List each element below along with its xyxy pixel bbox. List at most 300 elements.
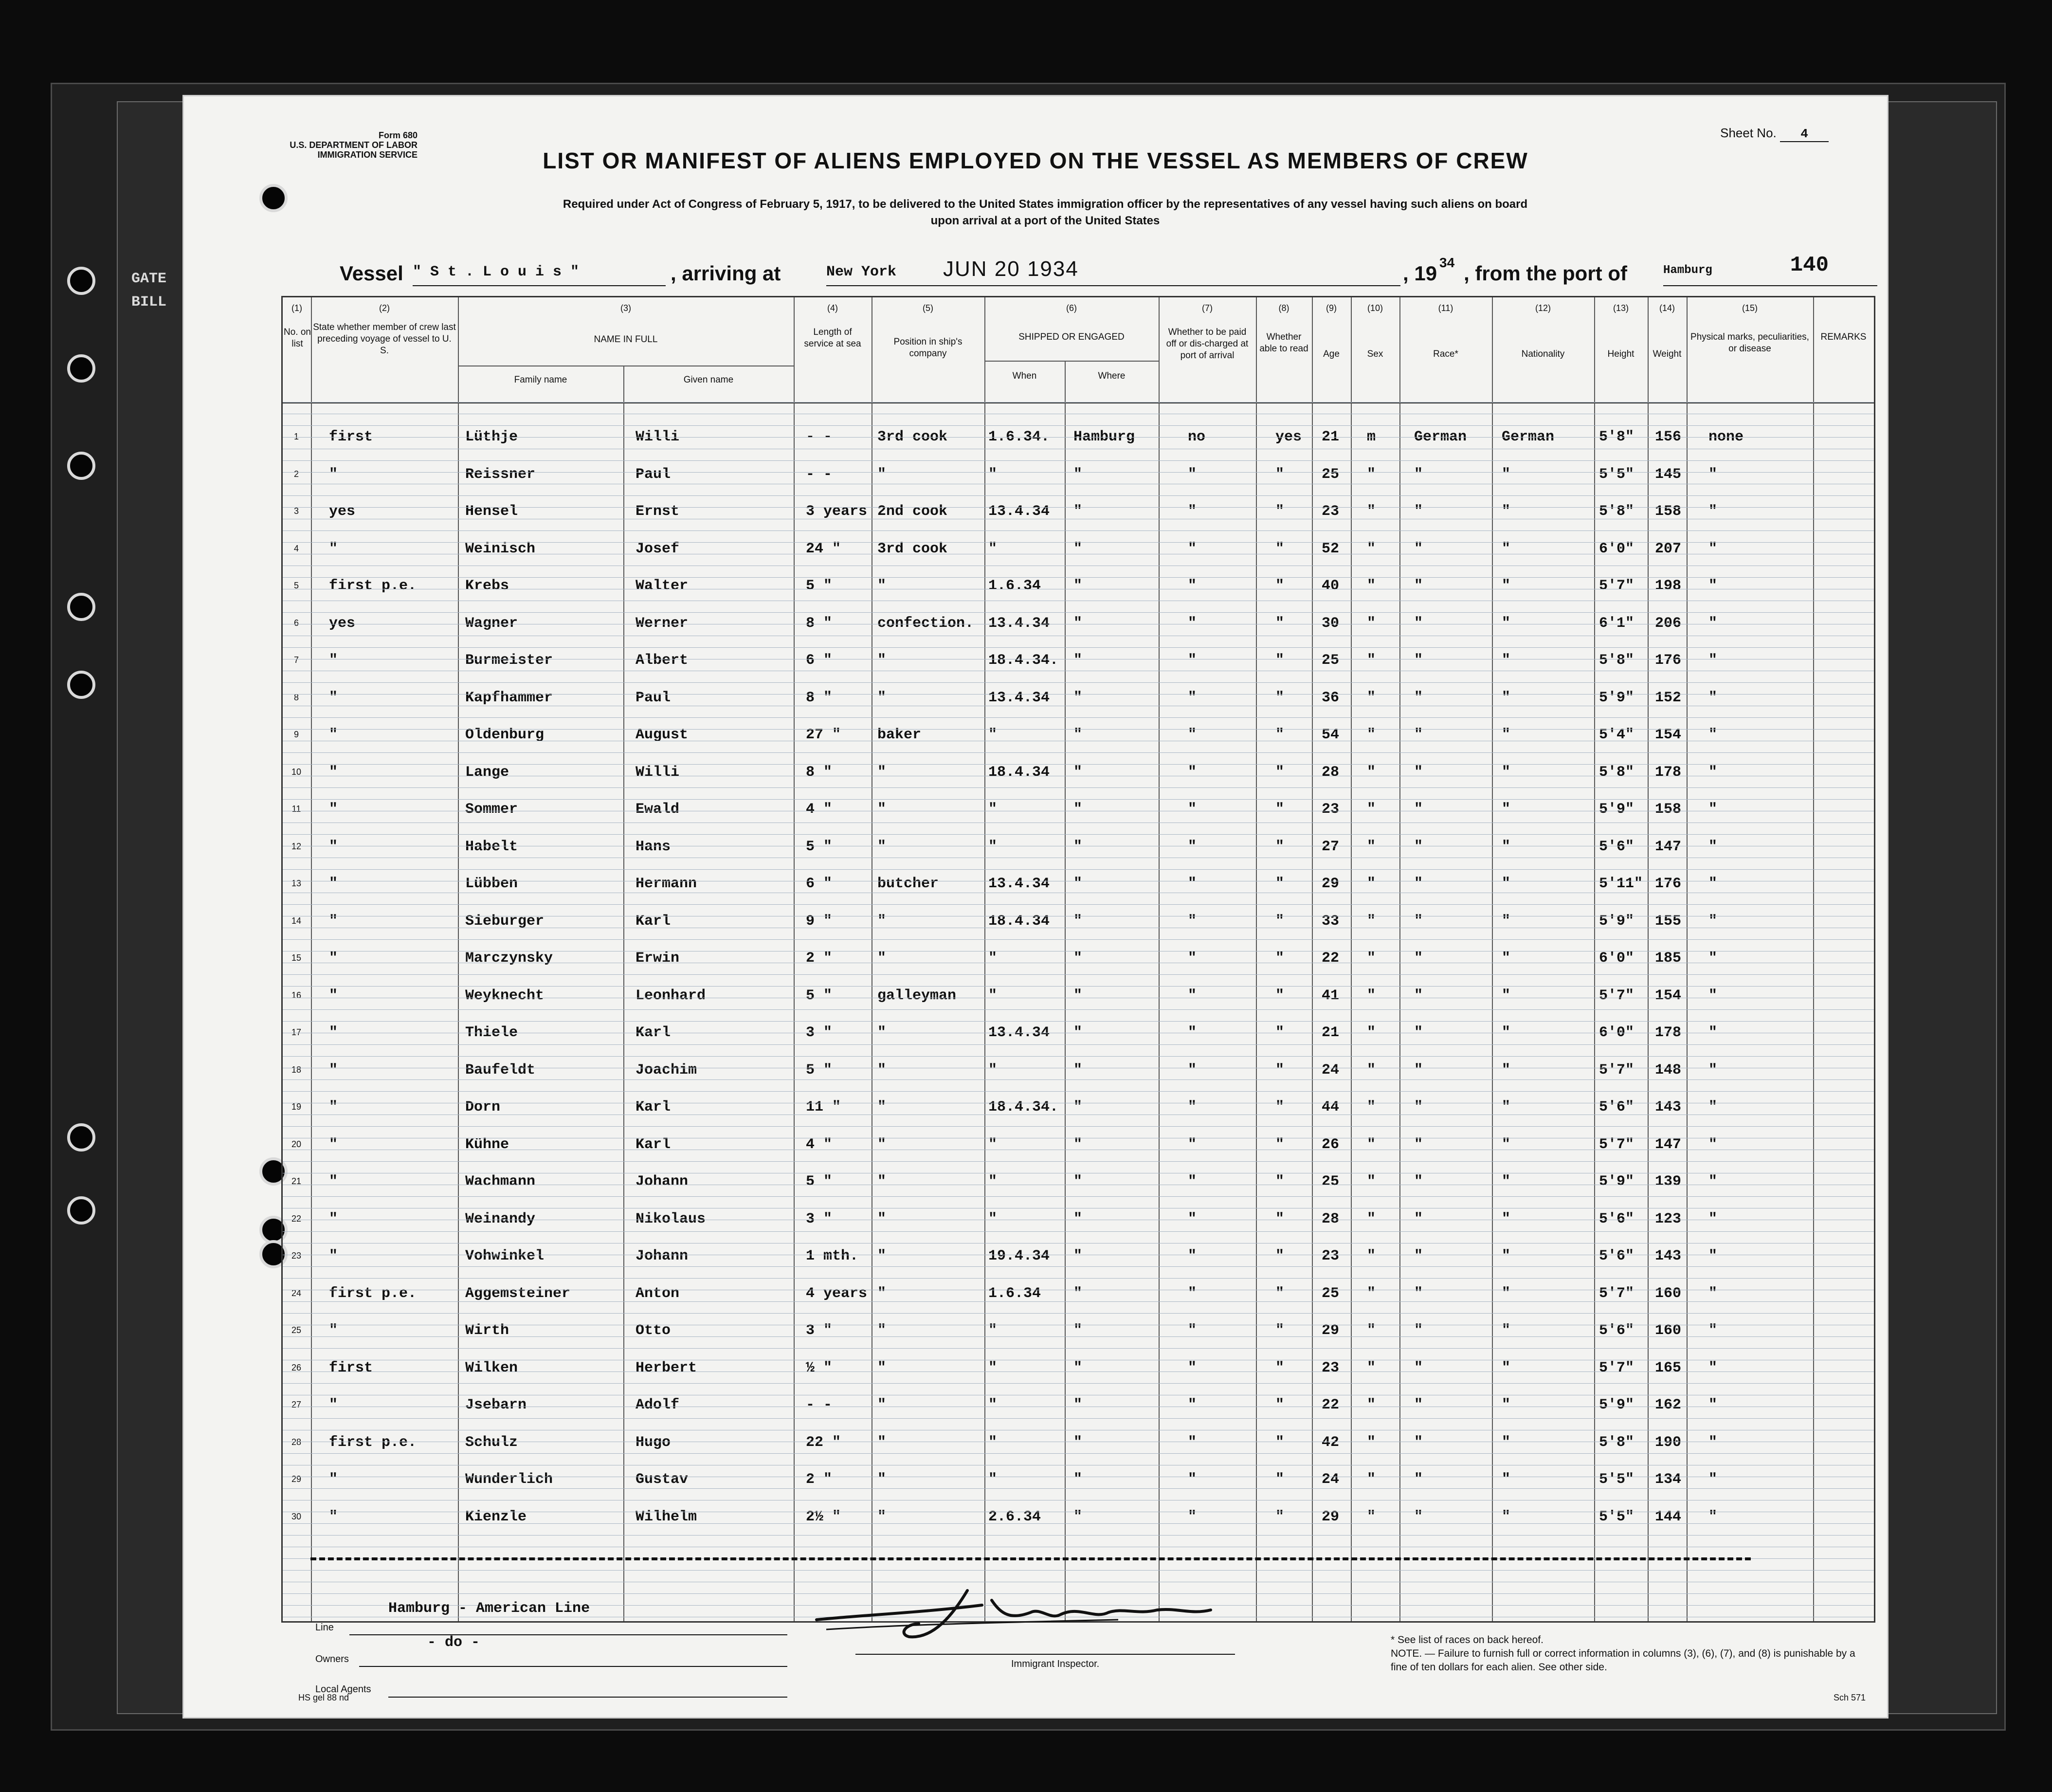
race-cell: " (1414, 987, 1423, 1004)
nationality-cell: " (1502, 913, 1511, 930)
length-of-service-cell: 8 " (806, 764, 833, 781)
length-of-service-cell: 5 " (806, 578, 833, 594)
length-of-service-cell: 2½ " (806, 1509, 841, 1525)
age-cell: 23 (1322, 801, 1340, 818)
weight-cell: 178 (1655, 764, 1682, 781)
given-name-cell: Johann (636, 1248, 689, 1264)
able-to-read-cell: " (1275, 1173, 1285, 1190)
paid-off-cell: " (1188, 1434, 1197, 1451)
row-number: 6 (293, 618, 299, 628)
able-to-read-cell: " (1275, 690, 1285, 706)
column-number: (11) (1438, 303, 1453, 313)
position-cell: " (877, 1360, 887, 1376)
family-name-cell: Vohwinkel (465, 1248, 545, 1264)
sex-cell: " (1367, 1024, 1376, 1041)
shipped-where-cell: " (1073, 1099, 1083, 1115)
ruled-line (283, 1044, 1874, 1045)
shipped-where-cell: " (1073, 913, 1083, 930)
previous-voyage-cell: " (329, 1471, 338, 1488)
weight-cell: 162 (1655, 1397, 1682, 1413)
sex-cell: " (1367, 1471, 1376, 1488)
subtitle-line-2: upon arrival at a port of the United States (930, 214, 1160, 227)
ruled-line (283, 577, 1874, 578)
weight-cell: 176 (1655, 876, 1682, 892)
position-cell: " (877, 1397, 887, 1413)
weight-cell: 154 (1655, 727, 1682, 743)
given-name-cell: Albert (636, 652, 689, 669)
column-divider (1159, 297, 1160, 1621)
physical-marks-cell: " (1708, 950, 1718, 967)
header-age: Age (1323, 349, 1340, 359)
height-cell: 5'7" (1599, 578, 1634, 594)
paid-off-cell: " (1188, 1099, 1197, 1115)
sex-cell: " (1367, 1173, 1376, 1190)
service-name: IMMIGRATION SERVICE (317, 150, 418, 160)
age-cell: 28 (1322, 764, 1340, 781)
form-subtitle (437, 196, 1653, 229)
able-to-read-cell: " (1275, 652, 1285, 669)
physical-marks-cell: " (1708, 1024, 1718, 1041)
row-number: 13 (291, 878, 302, 888)
height-cell: 5'11" (1599, 876, 1643, 892)
nationality-cell: " (1502, 652, 1511, 669)
shipped-where-cell: " (1073, 727, 1083, 743)
row-number: 25 (291, 1325, 302, 1335)
weight-cell: 134 (1655, 1471, 1682, 1488)
height-cell: 5'4" (1599, 727, 1634, 743)
age-cell: 29 (1322, 876, 1340, 892)
weight-cell: 154 (1655, 987, 1682, 1004)
able-to-read-cell: " (1275, 578, 1285, 594)
family-name-cell: Dorn (465, 1099, 501, 1115)
given-name-cell: Ewald (636, 801, 680, 818)
shipped-when-cell: " (988, 1062, 998, 1079)
given-name-cell: Hans (636, 839, 671, 855)
able-to-read-cell: " (1275, 466, 1285, 483)
column-divider (1065, 361, 1066, 1621)
shipped-where-cell: " (1073, 1248, 1083, 1264)
ruled-line (283, 694, 1874, 695)
physical-marks-cell: " (1708, 1360, 1718, 1376)
family-name-cell: Weinisch (465, 541, 536, 557)
height-cell: 5'9" (1599, 801, 1634, 818)
paid-off-cell: " (1188, 615, 1197, 632)
physical-marks-cell: " (1708, 1434, 1718, 1451)
punch-hole (259, 184, 288, 212)
penalty-note: NOTE. — Failure to furnish full or correct information in columns (3), (6), (7), and (8) is punishable by a fine of ten dollars for each alien. See other side. (1391, 1648, 1855, 1673)
sheet-number-field (1720, 126, 1829, 142)
sex-cell: " (1367, 839, 1376, 855)
ruled-line (283, 1570, 1874, 1571)
race-cell: " (1414, 1099, 1423, 1115)
length-of-service-cell: - - (806, 429, 833, 445)
physical-marks-cell: " (1708, 727, 1718, 743)
ruled-line (283, 939, 1874, 940)
able-to-read-cell: " (1275, 1099, 1285, 1115)
able-to-read-cell: " (1275, 1062, 1285, 1079)
length-of-service-cell: 24 " (806, 541, 841, 557)
physical-marks-cell: " (1708, 1471, 1718, 1488)
race-cell: " (1414, 541, 1423, 557)
nationality-cell: " (1502, 466, 1511, 483)
height-cell: 5'9" (1599, 1173, 1634, 1190)
shipped-when-cell: " (988, 1173, 998, 1190)
height-cell: 5'9" (1599, 1397, 1634, 1413)
weight-cell: 139 (1655, 1173, 1682, 1190)
given-name-cell: Paul (636, 690, 671, 706)
ruled-line (283, 530, 1874, 531)
shipped-where-cell: " (1073, 1285, 1083, 1302)
age-cell: 33 (1322, 913, 1340, 930)
height-cell: 5'9" (1599, 913, 1634, 930)
previous-voyage-cell: yes (329, 615, 356, 632)
ruled-line (283, 1523, 1874, 1524)
length-of-service-cell: 3 " (806, 1024, 833, 1041)
physical-marks-cell: " (1708, 466, 1718, 483)
length-of-service-cell: 5 " (806, 987, 833, 1004)
paid-off-cell: " (1188, 913, 1197, 930)
owners-label: Owners (315, 1654, 349, 1664)
ruled-line (283, 1348, 1874, 1349)
header-family-name: Family name (514, 375, 567, 385)
given-name-cell: Willi (636, 764, 680, 781)
physical-marks-cell: " (1708, 1099, 1718, 1115)
shipped-when-cell: 13.4.34 (988, 690, 1050, 706)
sex-cell: " (1367, 541, 1376, 557)
ruled-line (283, 787, 1874, 788)
sex-cell: " (1367, 1136, 1376, 1153)
shipped-when-cell: 13.4.34 (988, 876, 1050, 892)
nationality-cell: " (1502, 1322, 1511, 1339)
shipped-where-cell: " (1073, 652, 1083, 669)
family-name-cell: Weyknecht (465, 987, 545, 1004)
race-cell: " (1414, 1136, 1423, 1153)
family-name-cell: Aggemsteiner (465, 1285, 571, 1302)
length-of-service-cell: 3 " (806, 1211, 833, 1227)
height-cell: 5'6" (1599, 839, 1634, 855)
sex-cell: " (1367, 1434, 1376, 1451)
sex-cell: " (1367, 1509, 1376, 1525)
from-label: , from the port of (1464, 262, 1627, 285)
age-cell: 24 (1322, 1062, 1340, 1079)
sex-cell: " (1367, 652, 1376, 669)
able-to-read-cell: " (1275, 1285, 1285, 1302)
position-cell: butcher (877, 876, 939, 892)
physical-marks-cell: " (1708, 801, 1718, 818)
paid-off-cell: " (1188, 727, 1197, 743)
ruled-line (283, 437, 1874, 438)
column-number: (9) (1326, 303, 1337, 313)
weight-cell: 147 (1655, 839, 1682, 855)
binder-hole (67, 671, 95, 699)
position-cell: " (877, 466, 887, 483)
weight-cell: 143 (1655, 1099, 1682, 1115)
length-of-service-cell: 9 " (806, 913, 833, 930)
position-cell: " (877, 764, 887, 781)
paid-off-cell: " (1188, 801, 1197, 818)
family-name-cell: Kapfhammer (465, 690, 553, 706)
ruled-line (283, 460, 1874, 461)
given-name-cell: Otto (636, 1322, 671, 1339)
physical-marks-cell: " (1708, 1509, 1718, 1525)
family-name-cell: Sieburger (465, 913, 545, 930)
race-note: * See list of races on back hereof. (1391, 1634, 1544, 1646)
sex-cell: " (1367, 578, 1376, 594)
age-cell: 40 (1322, 578, 1340, 594)
row-number: 15 (291, 953, 302, 963)
form-number: Form 680 (378, 130, 418, 140)
shipped-where-cell: " (1073, 541, 1083, 557)
sex-cell: " (1367, 1285, 1376, 1302)
able-to-read-cell: " (1275, 1471, 1285, 1488)
shipped-when-cell: " (988, 839, 998, 855)
row-number: 18 (291, 1065, 302, 1075)
ruled-line (283, 1453, 1874, 1454)
previous-voyage-cell: yes (329, 503, 356, 520)
length-of-service-cell: 4 years (806, 1285, 868, 1302)
previous-voyage-cell: " (329, 950, 338, 967)
weight-cell: 148 (1655, 1062, 1682, 1079)
age-cell: 25 (1322, 652, 1340, 669)
ruled-line (283, 612, 1874, 613)
age-cell: 41 (1322, 987, 1340, 1004)
departure-port: Hamburg (1663, 264, 1877, 286)
row-number: 12 (291, 841, 302, 851)
shipped-when-cell: 19.4.34 (988, 1248, 1050, 1264)
position-cell: " (877, 1136, 887, 1153)
ruled-line (283, 1231, 1874, 1232)
length-of-service-cell: ½ " (806, 1360, 833, 1376)
ruled-line (283, 834, 1874, 835)
height-cell: 6'0" (1599, 541, 1634, 557)
physical-marks-cell: " (1708, 503, 1718, 520)
height-cell: 5'5" (1599, 1471, 1634, 1488)
given-name-cell: Nikolaus (636, 1211, 706, 1227)
owners-value: - do - (427, 1634, 480, 1651)
previous-voyage-cell: " (329, 1509, 338, 1525)
position-cell: " (877, 690, 887, 706)
paid-off-cell: " (1188, 1397, 1197, 1413)
nationality-cell: " (1502, 987, 1511, 1004)
age-cell: 21 (1322, 429, 1340, 445)
nationality-cell: " (1502, 1360, 1511, 1376)
row-number: 10 (291, 767, 302, 777)
given-name-cell: Werner (636, 615, 689, 632)
date-stamp: JUN 20 1934 (943, 257, 1079, 281)
position-cell: " (877, 839, 887, 855)
weight-cell: 144 (1655, 1509, 1682, 1525)
previous-voyage-cell: " (329, 652, 338, 669)
paid-off-cell: " (1188, 1471, 1197, 1488)
paid-off-cell: " (1188, 950, 1197, 967)
vessel-label: Vessel (340, 262, 403, 285)
row-number: 2 (293, 469, 299, 479)
nationality-cell: German (1502, 429, 1555, 445)
sex-cell: " (1367, 503, 1376, 520)
row-number: 22 (291, 1214, 302, 1224)
given-name-cell: Johann (636, 1173, 689, 1190)
shipped-where-cell: " (1073, 1173, 1083, 1190)
shipped-when-cell: " (988, 541, 998, 557)
length-of-service-cell: 5 " (806, 1062, 833, 1079)
able-to-read-cell: " (1275, 727, 1285, 743)
height-cell: 5'6" (1599, 1099, 1634, 1115)
header-race: Race* (1433, 349, 1458, 359)
able-to-read-cell: " (1275, 987, 1285, 1004)
column-divider (311, 297, 312, 1621)
ruled-line (283, 1535, 1874, 1536)
length-of-service-cell: 22 " (806, 1434, 841, 1451)
height-cell: 5'6" (1599, 1322, 1634, 1339)
position-cell: " (877, 1099, 887, 1115)
length-of-service-cell: 3 years (806, 503, 868, 520)
row-number: 24 (291, 1288, 302, 1298)
family-name-cell: Kienzle (465, 1509, 527, 1525)
ruled-line (283, 1091, 1874, 1092)
position-cell: " (877, 1248, 887, 1264)
ruled-line (283, 1488, 1874, 1489)
sex-cell: " (1367, 466, 1376, 483)
previous-voyage-cell: first (329, 429, 373, 445)
shipped-where-cell: " (1073, 1509, 1083, 1525)
weight-cell: 165 (1655, 1360, 1682, 1376)
position-cell: " (877, 1434, 887, 1451)
position-cell: " (877, 652, 887, 669)
row-number: 26 (291, 1363, 302, 1372)
physical-marks-cell: " (1708, 987, 1718, 1004)
physical-marks-cell: " (1708, 913, 1718, 930)
shipped-when-cell: 1.6.34 (988, 1285, 1041, 1302)
previous-voyage-cell: " (329, 987, 338, 1004)
previous-voyage-cell: " (329, 1024, 338, 1041)
length-of-service-cell: 2 " (806, 950, 833, 967)
shipped-when-cell: 2.6.34 (988, 1509, 1041, 1525)
position-cell: " (877, 1322, 887, 1339)
ruled-line (283, 507, 1874, 508)
shipped-where-cell: " (1073, 578, 1083, 594)
given-name-cell: Erwin (636, 950, 680, 967)
able-to-read-cell: " (1275, 839, 1285, 855)
shipped-where-cell: " (1073, 1397, 1083, 1413)
column-divider (1351, 297, 1352, 1621)
given-name-cell: Anton (636, 1285, 680, 1302)
sex-cell: " (1367, 764, 1376, 781)
row-number: 30 (291, 1512, 302, 1521)
column-number: (14) (1659, 303, 1675, 313)
family-name-cell: Lange (465, 764, 509, 781)
owners-rule (359, 1666, 787, 1667)
shipped-when-cell: " (988, 1211, 998, 1227)
column-divider (458, 297, 459, 1621)
previous-voyage-cell: " (329, 764, 338, 781)
age-cell: 44 (1322, 1099, 1340, 1115)
paid-off-cell: " (1188, 1136, 1197, 1153)
physical-marks-cell: " (1708, 1062, 1718, 1079)
row-number: 19 (291, 1102, 302, 1112)
inspector-rule (855, 1654, 1235, 1655)
position-cell: " (877, 1062, 887, 1079)
previous-voyage-cell: " (329, 1248, 338, 1264)
weight-cell: 156 (1655, 429, 1682, 445)
physical-marks-cell: " (1708, 1322, 1718, 1339)
sex-cell: " (1367, 987, 1376, 1004)
physical-marks-cell: " (1708, 615, 1718, 632)
column-divider (1256, 297, 1257, 1621)
sex-cell: " (1367, 615, 1376, 632)
paid-off-cell: " (1188, 1360, 1197, 1376)
position-cell: baker (877, 727, 922, 743)
binder-hole (67, 1123, 95, 1152)
nationality-cell: " (1502, 839, 1511, 855)
paid-off-cell: " (1188, 466, 1197, 483)
family-name-cell: Baufeldt (465, 1062, 536, 1079)
able-to-read-cell: " (1275, 950, 1285, 967)
sex-cell: " (1367, 727, 1376, 743)
length-of-service-cell: 8 " (806, 615, 833, 632)
ruled-line (283, 764, 1874, 765)
length-of-service-cell: 27 " (806, 727, 841, 743)
shipped-when-cell: " (988, 950, 998, 967)
previous-voyage-cell: " (329, 727, 338, 743)
column-number: (13) (1613, 303, 1629, 313)
ruled-line (283, 495, 1874, 496)
previous-voyage-cell: " (329, 1062, 338, 1079)
nationality-cell: " (1502, 1211, 1511, 1227)
given-name-cell: Paul (636, 466, 671, 483)
ruled-line (283, 1336, 1874, 1337)
column-divider (1813, 297, 1814, 1621)
height-cell: 5'7" (1599, 1360, 1634, 1376)
race-cell: " (1414, 764, 1423, 781)
height-cell: 6'0" (1599, 950, 1634, 967)
given-name-cell: Herbert (636, 1360, 697, 1376)
age-cell: 29 (1322, 1322, 1340, 1339)
schedule-code: Sch 571 (1834, 1693, 1866, 1702)
height-cell: 5'6" (1599, 1248, 1634, 1264)
nationality-cell: " (1502, 1285, 1511, 1302)
column-divider (1594, 297, 1595, 1621)
column-divider (1399, 297, 1400, 1621)
given-name-cell: Hermann (636, 876, 697, 892)
height-cell: 5'8" (1599, 764, 1634, 781)
able-to-read-cell: " (1275, 764, 1285, 781)
header-length-of-service: Length of service at sea (804, 327, 861, 349)
header-height: Height (1607, 349, 1634, 359)
column-divider (984, 297, 985, 1621)
nationality-cell: " (1502, 1062, 1511, 1079)
sex-cell: " (1367, 1397, 1376, 1413)
column-divider (1312, 297, 1313, 1621)
age-cell: 22 (1322, 950, 1340, 967)
shipped-when-cell: 13.4.34 (988, 615, 1050, 632)
given-name-cell: Joachim (636, 1062, 697, 1079)
weight-cell: 207 (1655, 541, 1682, 557)
able-to-read-cell: yes (1275, 429, 1302, 445)
length-of-service-cell: 6 " (806, 876, 833, 892)
weight-cell: 155 (1655, 913, 1682, 930)
given-name-cell: Hugo (636, 1434, 671, 1451)
race-cell: " (1414, 1509, 1423, 1525)
row-number: 8 (293, 693, 299, 702)
shipped-where-cell: " (1073, 690, 1083, 706)
weight-cell: 160 (1655, 1285, 1682, 1302)
row-number: 29 (291, 1474, 302, 1484)
header-weight: Weight (1652, 349, 1682, 359)
shipped-when-cell: 1.6.34. (988, 429, 1050, 445)
ruled-line (283, 799, 1874, 800)
previous-voyage-cell: first p.e. (329, 578, 417, 594)
ruled-line (283, 1161, 1874, 1162)
